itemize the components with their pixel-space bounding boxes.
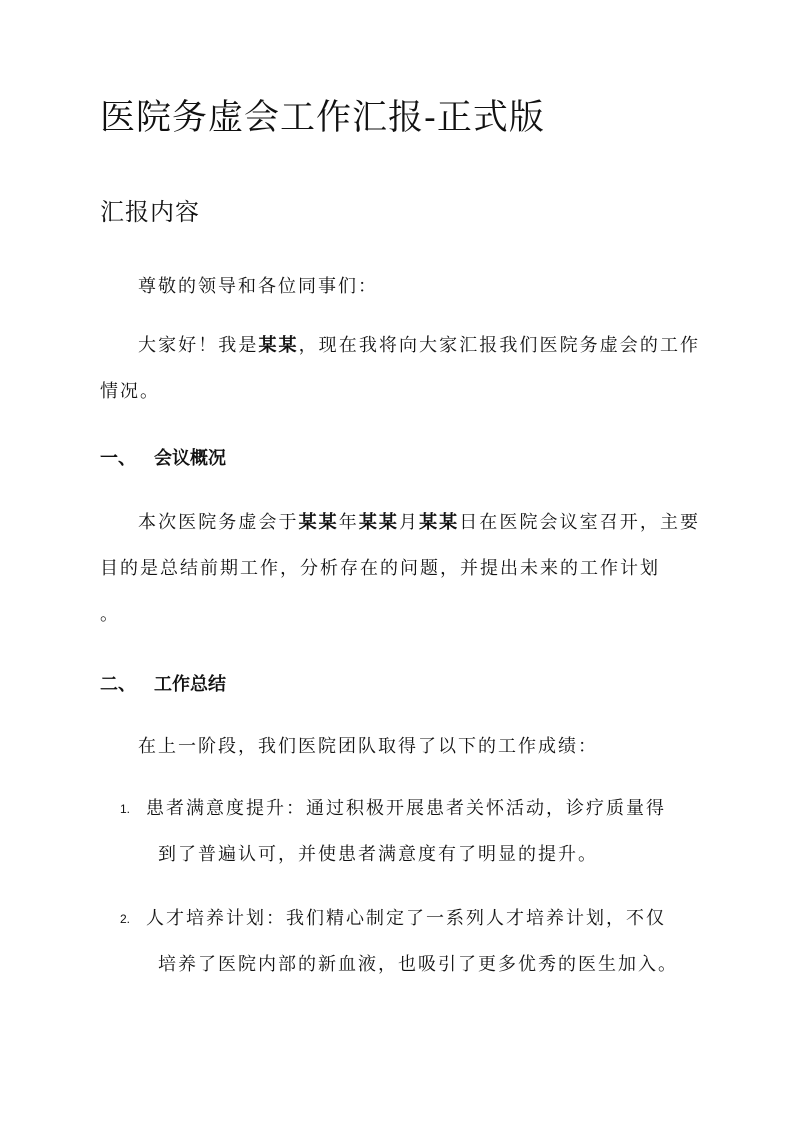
presenter-name: 某某: [258, 335, 299, 356]
document-title: 医院务虚会工作汇报-正式版: [100, 98, 545, 138]
section-2-number: 二、: [100, 674, 136, 695]
section-2-intro-text: 在上一阶段，我们医院团队取得了以下的工作成绩：: [138, 736, 598, 757]
list-item-text: [120, 786, 700, 878]
list-item-marker: 1.: [120, 802, 131, 816]
section-1-heading: [100, 444, 226, 474]
intro-text-pre: 大家好！我是: [138, 335, 259, 356]
section-1-text-b: 年: [338, 512, 359, 533]
section-2-heading: [100, 670, 226, 700]
list-item-line-1: 人才培养计划：我们精心制定了一系列人才培养计划，不仅: [146, 908, 666, 929]
section-heading-report-content: 汇报内容: [100, 198, 200, 226]
section-1-title: 会议概况: [154, 448, 226, 469]
greeting-paragraph: [100, 264, 700, 310]
section-2-intro-paragraph: [100, 724, 700, 770]
section-1-text-c: 月: [398, 512, 420, 533]
list-item-line-1: 患者满意度提升：通过积极开展患者关怀活动，诊疗质量得: [146, 798, 666, 819]
list-item-marker: 2.: [120, 912, 131, 926]
list-item: [120, 786, 700, 878]
list-item-text: [120, 896, 700, 988]
list-item: [120, 896, 700, 988]
meeting-month: 某某: [358, 512, 399, 533]
intro-paragraph: [100, 323, 700, 415]
meeting-day: 某某: [419, 512, 460, 533]
list-item-line-2: 培养了医院内部的新血液，也吸引了更多优秀的医生加入。: [158, 954, 678, 975]
section-1-text-d: 日在医院会议室召开，主要目的是总结前期工作，分析存在的问题，并提出未来的工作计划: [100, 512, 701, 579]
meeting-year: 某某: [298, 512, 339, 533]
greeting-text: 尊敬的领导和各位同事们：: [138, 276, 378, 297]
section-1-text-end: 。: [100, 604, 120, 625]
intro-text-post: ，现在我将向大家汇报我们医院务虚会的工作情况。: [100, 335, 701, 402]
section-1-text-a: 本次医院务虚会于: [138, 512, 299, 533]
section-2-title: 工作总结: [154, 674, 226, 695]
section-1-number: 一、: [100, 448, 136, 469]
list-item-line-2: 到了普遍认可，并使患者满意度有了明显的提升。: [158, 844, 598, 865]
section-1-paragraph: [100, 500, 700, 638]
